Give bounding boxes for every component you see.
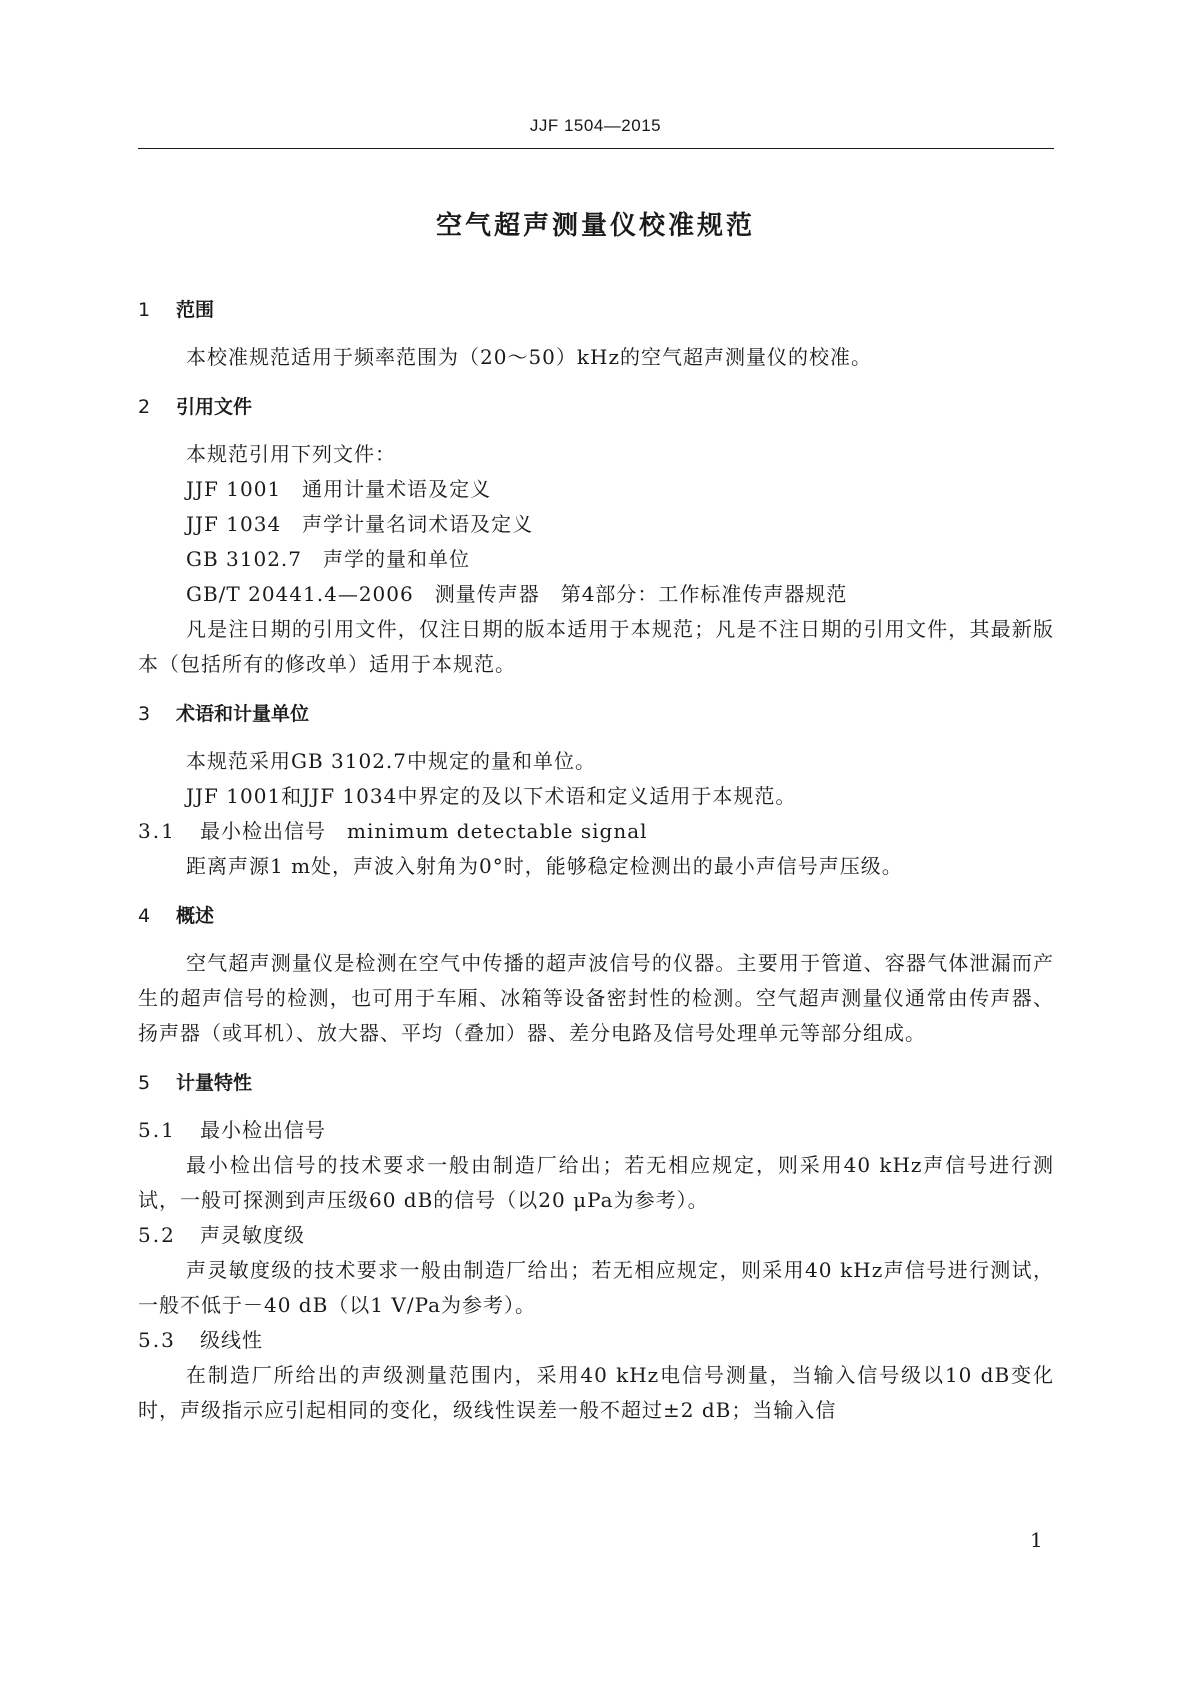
document-title: 空气超声测量仪校准规范 bbox=[435, 211, 755, 241]
reference-item: JJF 1034 声学计量名词术语及定义 bbox=[186, 512, 534, 536]
references-intro: 本规范引用下列文件： bbox=[186, 442, 396, 466]
subsection-number: 5.2 bbox=[138, 1223, 176, 1247]
page-number: 1 bbox=[1030, 1528, 1043, 1552]
section-1-text: 本校准规范适用于频率范围为（20～50）kHz的空气超声测量仪的校准。 bbox=[186, 345, 872, 369]
section-title: 计量特性 bbox=[176, 1072, 253, 1094]
subsection-title: 声灵敏度级 bbox=[200, 1223, 305, 1247]
section-3-paragraph: 本规范采用GB 3102.7中规定的量和单位。 bbox=[186, 749, 597, 773]
section-number: 1 bbox=[138, 299, 151, 321]
subsection-5-2-text: 声灵敏度级的技术要求一般由制造厂给出；若无相应规定，则采用40 kHz声信号进行测试，一般不低于－40 dB（以1 V/Pa为参考）。 bbox=[138, 1258, 1054, 1317]
reference-item: GB/T 20441.4—2006 测量传声器 第4部分：工作标准传声器规范 bbox=[186, 582, 848, 606]
section-title: 概述 bbox=[176, 905, 215, 927]
references-note: 凡是注日期的引用文件，仅注日期的版本适用于本规范；凡是不注日期的引用文件，其最新版本（包括所有的修改单）适用于本规范。 bbox=[138, 617, 1054, 676]
subsection-title: 最小检出信号 bbox=[200, 1118, 326, 1142]
subsection-number: 5.1 bbox=[138, 1118, 176, 1142]
section-5-heading bbox=[138, 1071, 1054, 1095]
document-body bbox=[138, 298, 1054, 1428]
subsection-3-1-heading bbox=[138, 814, 1054, 849]
subsection-5-1-text: 最小检出信号的技术要求一般由制造厂给出；若无相应规定，则采用40 kHz声信号进行测试，一般可探测到声压级60 dB的信号（以20 μPa为参考）。 bbox=[138, 1153, 1054, 1212]
header-divider bbox=[138, 148, 1054, 149]
subsection-number: 5.3 bbox=[138, 1328, 176, 1352]
standard-code: JJF 1504—2015 bbox=[529, 116, 662, 135]
section-title: 范围 bbox=[176, 299, 215, 321]
subsection-title: 级线性 bbox=[200, 1328, 263, 1352]
section-number: 4 bbox=[138, 905, 151, 927]
section-1-heading bbox=[138, 298, 1054, 322]
subsection-title: 最小检出信号 minimum detectable signal bbox=[200, 819, 648, 843]
section-number: 5 bbox=[138, 1072, 151, 1094]
section-3-heading bbox=[138, 702, 1054, 726]
section-title: 术语和计量单位 bbox=[176, 703, 310, 725]
subsection-number: 3.1 bbox=[138, 819, 176, 843]
section-3-paragraph: JJF 1001和JJF 1034中界定的及以下术语和定义适用于本规范。 bbox=[186, 784, 797, 808]
section-4-text: 空气超声测量仪是检测在空气中传播的超声波信号的仪器。主要用于管道、容器气体泄漏而产生的超声信号的检测，也可用于车厢、冰箱等设备密封性的检测。空气超声测量仪通常由传声器、扬声器（或耳机）、放大器、平均（叠加）器、差分电路及信号处理单元等部分组成。 bbox=[138, 951, 1054, 1045]
subsection-5-1-heading bbox=[138, 1113, 1054, 1148]
subsection-3-1-text: 距离声源1 m处，声波入射角为0°时，能够稳定检测出的最小声信号声压级。 bbox=[186, 854, 903, 878]
section-number: 2 bbox=[138, 396, 151, 418]
section-4-heading bbox=[138, 904, 1054, 928]
section-title: 引用文件 bbox=[176, 396, 253, 418]
reference-item: GB 3102.7 声学的量和单位 bbox=[186, 547, 471, 571]
subsection-5-2-heading bbox=[138, 1218, 1054, 1253]
reference-item: JJF 1001 通用计量术语及定义 bbox=[186, 477, 492, 501]
subsection-5-3-text: 在制造厂所给出的声级测量范围内，采用40 kHz电信号测量，当输入信号级以10 dB变化时，声级指示应引起相同的变化，级线性误差一般不超过±2 dB；当输入信 bbox=[138, 1363, 1054, 1422]
subsection-5-3-heading bbox=[138, 1323, 1054, 1358]
section-2-heading bbox=[138, 395, 1054, 419]
section-number: 3 bbox=[138, 703, 151, 725]
